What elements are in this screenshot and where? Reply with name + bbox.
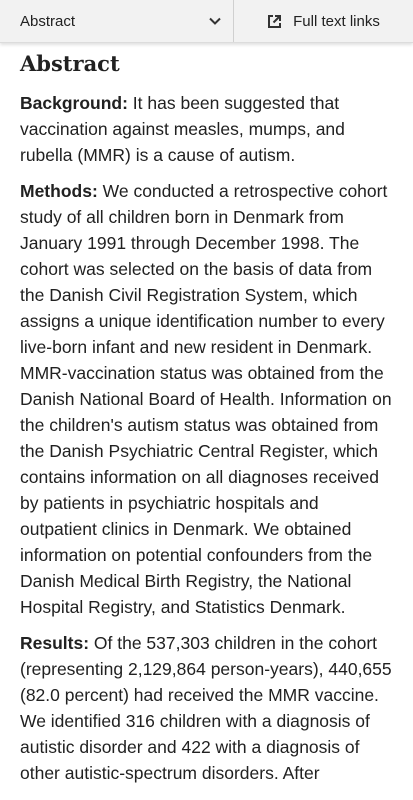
abstract-heading: Abstract <box>20 51 120 76</box>
full-text-links-label: Full text links <box>293 12 380 30</box>
abstract-results <box>20 630 398 786</box>
section-label-background: Background: <box>20 93 128 113</box>
section-label-results: Results: <box>20 633 90 653</box>
section-text-background: It has been suggested that vaccination against measles, mumps, and rubella (MMR) is a cause of autism. <box>20 93 345 165</box>
section-dropdown[interactable] <box>0 0 234 42</box>
full-text-links-button[interactable] <box>234 0 413 42</box>
section-text-methods: We conducted a retrospective cohort study of all children born in Denmark from January 1991 through December 1998. The cohort was selected on the basis of data from the Danish Civil Registration System, which assigns a unique identification number to every live-born infant and new resident in Denmark. MMR-vaccination status was obtained from the Danish National Board of Health. Information on the children's autism status was obtained from the Danish Psychiatric Central Register, which contains information on all diagnoses received by patients in psychiatric hospitals and outpatient clinics in Denmark. We obtained information on potential confounders from the Danish Medical Birth Registry, the National Hospital Registry, and Statistics Denmark. <box>20 181 392 617</box>
top-toolbar <box>0 0 413 43</box>
abstract-content <box>20 42 398 796</box>
external-link-icon <box>267 14 282 29</box>
abstract-methods <box>20 178 398 620</box>
section-dropdown-value: Abstract <box>20 12 76 30</box>
abstract-background <box>20 90 398 168</box>
section-text-results: Of the 537,303 children in the cohort (representing 2,129,864 person-years), 440,655 (82.0 percent) had received the MMR vaccine. We identified 316 children with a diagnosis of autistic disorder and 422 with a diagnosis of other autistic-spectrum disorders. After <box>20 633 392 783</box>
chevron-down-icon <box>207 13 223 29</box>
section-label-methods: Methods: <box>20 181 98 201</box>
